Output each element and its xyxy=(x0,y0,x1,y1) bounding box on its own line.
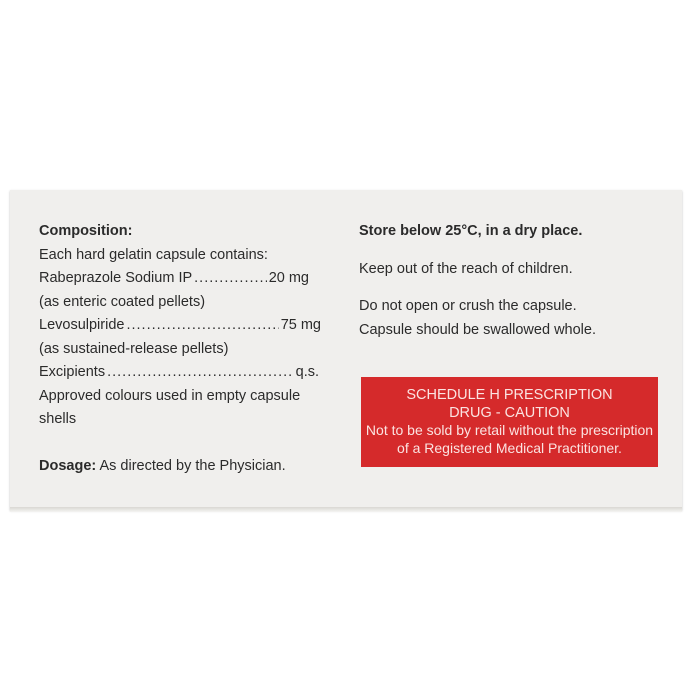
ingredient-name: Levosulpiride xyxy=(39,317,125,333)
ingredient-amount: 20 mg xyxy=(268,270,309,286)
storage-column xyxy=(359,220,669,342)
dot-leader xyxy=(126,314,278,338)
dosage-label: Dosage: xyxy=(39,457,97,474)
spacer xyxy=(359,244,669,258)
dosage-text: As directed by the Physician. xyxy=(99,457,286,474)
schedule-h-warning-box xyxy=(361,377,658,467)
ingredient-name: Rabeprazole Sodium IP xyxy=(39,270,193,286)
medicine-box-panel xyxy=(10,190,682,510)
storage-heading: Store below 25°C, in a dry place. xyxy=(359,223,583,239)
warning-text: Not to be sold by retail without the prescription xyxy=(365,422,654,438)
ingredient-note: (as enteric coated pellets) xyxy=(39,293,206,310)
ingredient-amount: 75 mg xyxy=(280,317,321,333)
warning-title: SCHEDULE H PRESCRIPTION xyxy=(406,387,613,403)
colours-line: Approved colours used in empty capsule xyxy=(39,387,301,404)
dot-leader xyxy=(194,267,267,291)
ingredient-amount: q.s. xyxy=(295,364,319,380)
ingredient-note: (as sustained-release pellets) xyxy=(39,340,229,357)
composition-intro: Each hard gelatin capsule contains: xyxy=(39,246,268,263)
ingredient-row xyxy=(39,314,321,338)
children-warning: Keep out of the reach of children. xyxy=(359,260,573,277)
capsule-instruction: Do not open or crush the capsule. xyxy=(359,298,577,314)
colours-line: shells xyxy=(39,411,77,427)
spacer xyxy=(359,281,669,295)
dosage-line xyxy=(39,455,339,479)
spacer xyxy=(39,432,339,455)
composition-heading: Composition: xyxy=(39,223,133,239)
capsule-instruction: Capsule should be swallowed whole. xyxy=(359,321,596,338)
ingredient-row xyxy=(39,361,319,385)
composition-column xyxy=(39,220,339,478)
dot-leader xyxy=(107,361,294,385)
warning-title: DRUG - CAUTION xyxy=(449,404,570,421)
box-bottom-edge xyxy=(10,507,682,512)
ingredient-name: Excipients xyxy=(39,364,106,380)
warning-text: of a Registered Medical Practitioner. xyxy=(397,439,622,456)
ingredient-row xyxy=(39,267,309,291)
